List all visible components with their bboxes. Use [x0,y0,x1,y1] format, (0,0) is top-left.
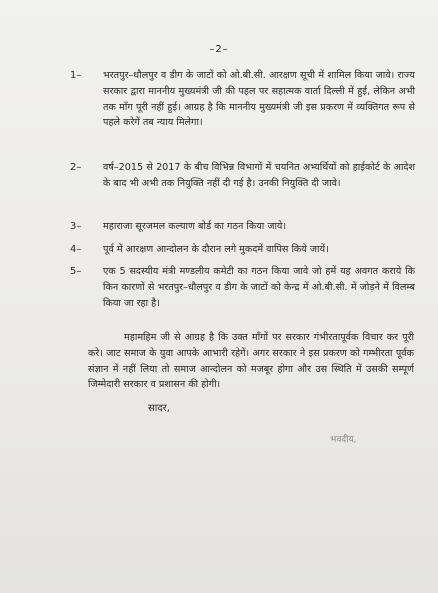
item-number: 2– [70,162,82,173]
signoff: भवदीय, [330,435,357,445]
salutation: सादर, [148,403,170,414]
closing-paragraph: महामहिम जी से आग्रह है कि उक्त माँगों पर सरकार गंभीरतापूर्वक विचार कर पूरी करे। जाट समाज के युवा आपके आभारी रहेगें। अगर सरकार ने इस प्रकरण को गम्भीरता पूर्वक संज्ञान में नहीं लिया तो समाज आन्दोलन को मजबूर होगा और उस स्थिति में उसकी सम्पूर्ण जिम्मेदारी सरकार व प्रशासन की होगी। [88,332,414,391]
item-text: एक 5 सदस्यीय मंत्री मण्डलीय कमेटी का गठन किया जावे जो हमें यह अवगत कराये कि किन कारणों से भरतपुर–धौलपुर व डीग के जाटों को केन्द्र में ओ.बी.सी. में जोड़ने में विलम्ब किया जा रहा है। [103,266,415,309]
item-number: 4– [70,244,82,255]
item-text: वर्ष–2015 से 2017 के बीच विभिन्न विभागों में चयनित अभ्यर्थियों को हाईकोर्ट के आदेश के बाद भी अभी तक नियुक्ति नहीं दी गई है। उनकी नियुक्ति दी जावे। [103,162,415,189]
item-text: भरतपुर–धौलपुर व डीग के जाटों को ओ.बी.सी. आरक्षण सूची में शामिल किया जावे। राज्य सरकार द्वारा माननीय मुख्यमंत्री जी की पहल पर सहात्मक वार्ता दिल्ली में हुई, लेकिन अभी तक माँग पूरी नहीं हुई। आग्रह है कि माननीय मुख्यमंत्री जी इस प्रकरण में व्यक्तिगत रूप से पहले करेगें तब न्याय मिलेगा। [103,70,415,129]
item-number: 1– [70,70,82,81]
item-number: 5– [70,266,82,277]
item-number: 3– [70,221,82,232]
page-number: –2– [209,44,229,55]
item-text: पूर्व में आरक्षण आन्दोलन के दौरान लगे मुकदमें वापिस किये जायें। [103,244,329,255]
item-text: महाराजा सूरजमल कल्याण बोर्ड का गठन किया जाये। [103,221,287,232]
